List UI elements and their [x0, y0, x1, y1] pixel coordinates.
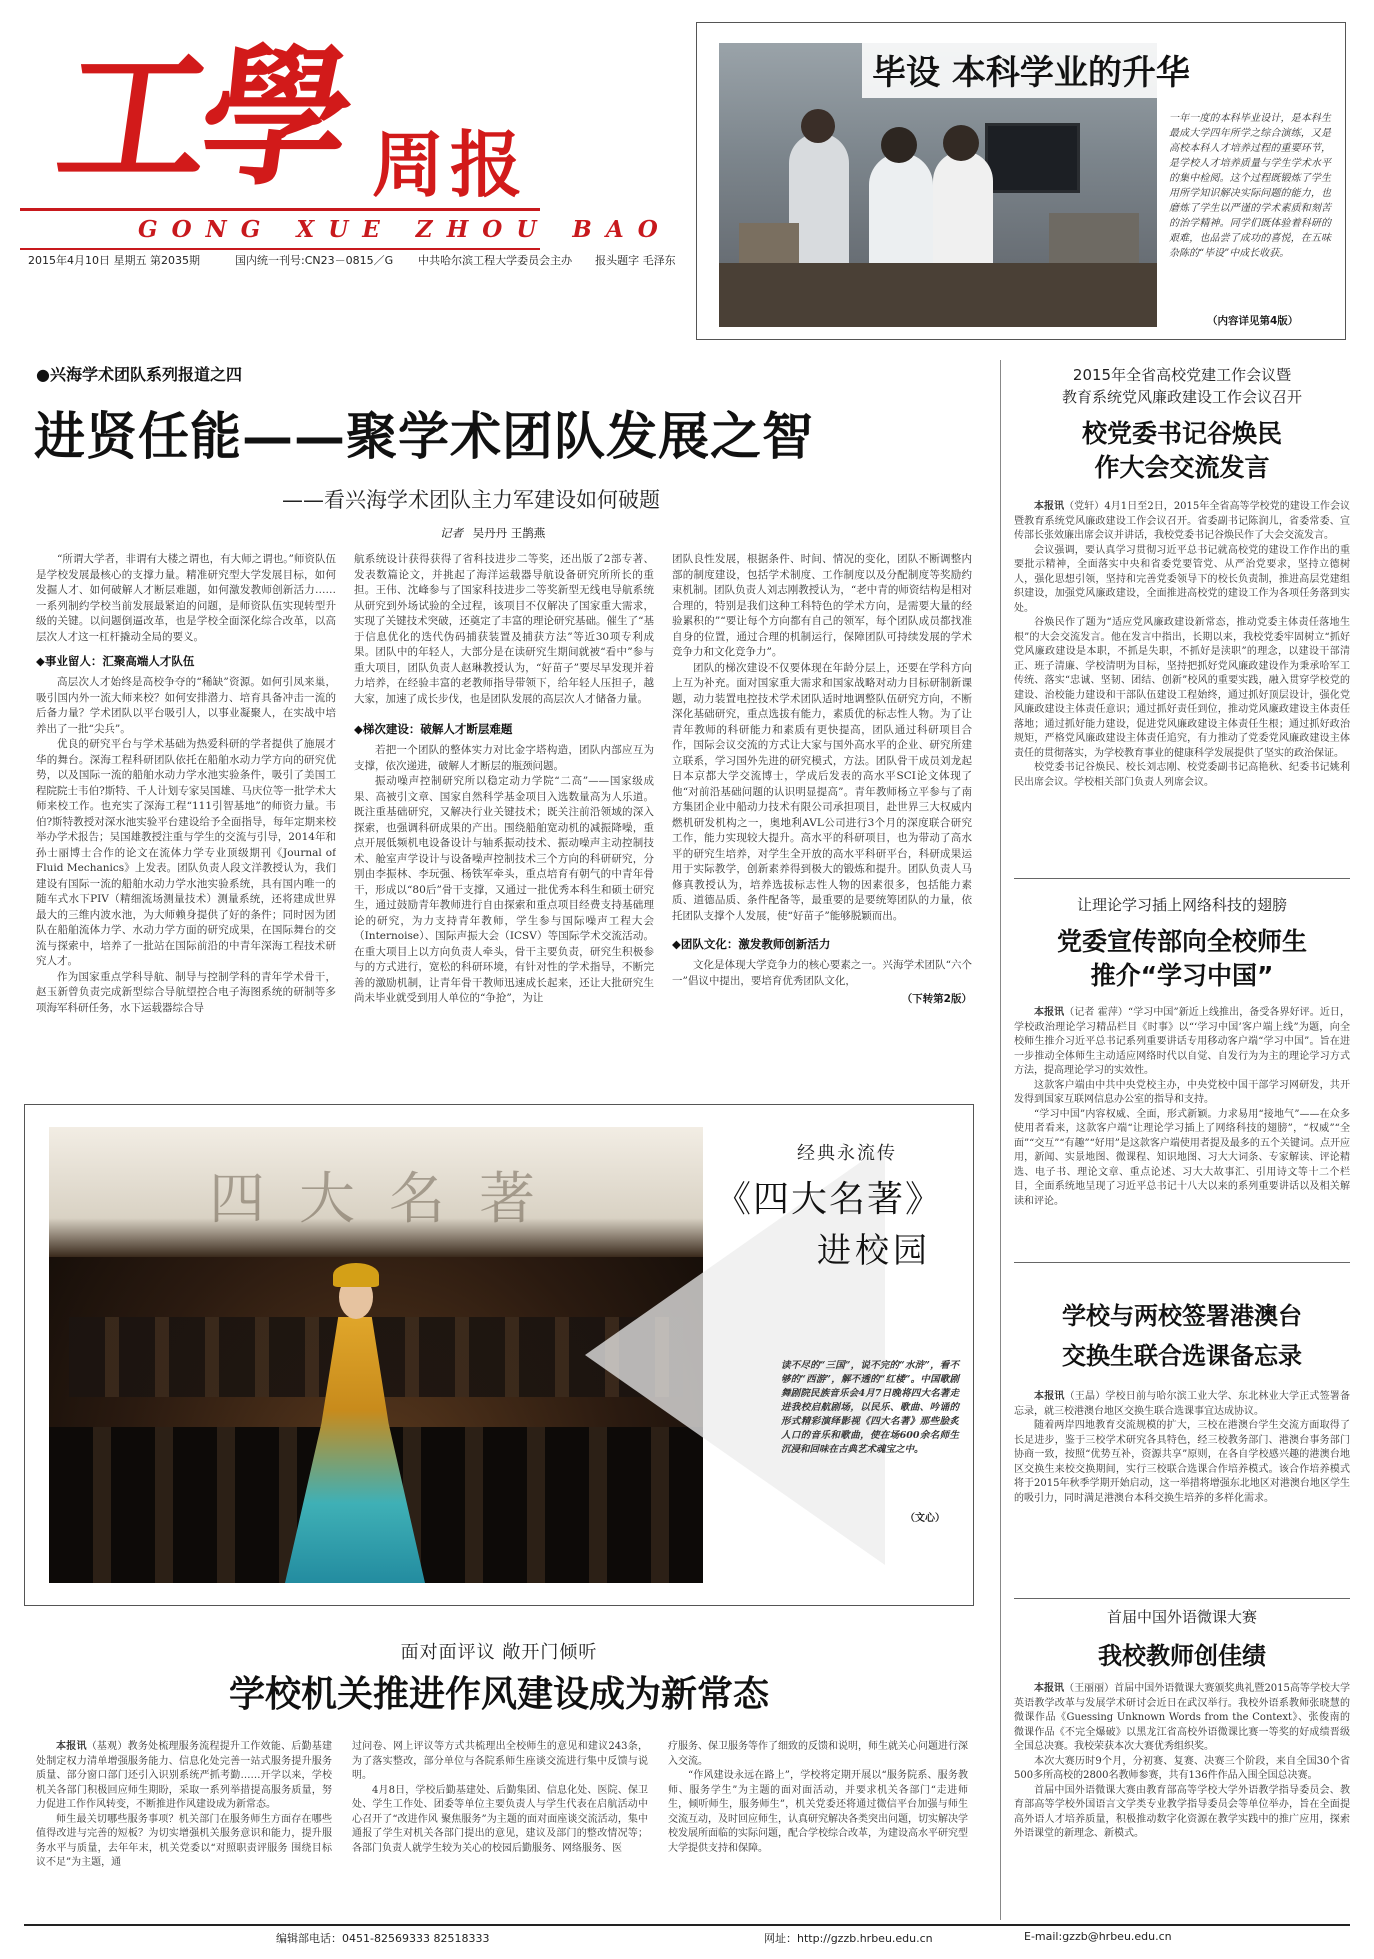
rs1-title-1: 校党委书记谷焕民: [1081, 419, 1282, 448]
bottom-c1-p1-text: （基观）教务处梳理服务流程提升工作效能、后勤基建处制定权力清单增强服务能力、信息化处完善一站式服务提升服务质量、部分窗口部门还引入识别系统严抓考勤……开学以来，学校机关各部门积极回应师生期盼，采取一系列举措提高服务质量，努力促进工作作风转变，不断推进作风建设成为新常态。: [36, 1741, 332, 1810]
rs2-lead: 本报讯: [1034, 1007, 1065, 1018]
masthead-zhoubao: 周报: [372, 123, 529, 207]
lead-c1-p3: 优良的研究平台与学术基础为热爱科研的学者提供了施展才华的舞台。深海工程科研团队依托在船舶水动力学方向的研究优势，以及国际一流的船舶水动力学水池实验条件，吸引了美国工程院院士韦伯?斯特、千人计划专家吴国雄、马庆位等一批学术大师来校工作。也充实了深海工程“111引智基地”的师资力量。韦伯?斯特教授对深水池实验平台建设给予全面指导，每年定期来校举办学术报告；吴国雄教授注重与学生的交流与引导，2014年和孙士丽博士合作的论文在流体力学专业顶级期刊《Journal of Fluid Mechanics》上发表。团队负责人段文洋教授认为，我们建设有国际一流的船舶水动力学水池实验系统，具有国内唯一的随车式水下PIV（精细流场测量技术）测量系统，还将建成世界最大的三维内波水池，为大师赖身提供了好的条件；同时因为团队在船舶流体力学、水动力学方面的研究成果，在国际舞台的交流与探索中，培养了一批站在国际前沿的中青年深海工程技术研究人才。: [36, 738, 336, 967]
lead-col-2: [354, 552, 654, 1044]
lead-c2-sub1: ◆梯次建设：破解人才断层难题: [354, 722, 513, 736]
rs1-bottom-rule: [1014, 878, 1350, 879]
lead-c1-p2: 高层次人才始终是高校争夺的“稀缺”资源。如何引凤来巢，吸引国内外一流大师来校？如何安排潜力、培育具备冲击一流的后备力量？学术团队以平台吸引人，以事业凝聚人，在实战中培养出了一批“尖兵”。: [36, 676, 336, 735]
footer-editor: 编辑部电话：0451-82569333 82518333: [276, 1932, 490, 1945]
rs2-title-1: 党委宣传部向全校师生: [1056, 927, 1307, 956]
lead-c3-sub1: ◆团队文化：激发教师创新活力: [672, 937, 831, 951]
rs4-kicker: 首届中国外语微课大赛: [1106, 1608, 1257, 1626]
masthead-red-rule-2: [20, 248, 540, 250]
bottom-c3-p2: “作风建设永远在路上”，学校将定期开展以“服务院系、服务教师、服务学生”为主题的面对面活动，并要求机关各部门“走进师生，倾听师生，服务师生”，机关党委还将通过微信平台加强与师生交流互动，及时回应师生，认真研究解决各类突出问题，切实解决学校发展所面临的实际问题，配合学校综合改革，为建设高水平研究型大学提供支持和保障。: [668, 1770, 968, 1854]
bottom-lead: 本报讯: [56, 1741, 87, 1752]
title-credit: 报头题字 毛泽东: [595, 254, 676, 267]
lead-c1-p4: 作为国家重点学科导航、制导与控制学科的青年学术骨干，赵玉新曾负责完成新型综合导航望控合电子海图系统的研制等多项海军科研任务，水下运载器综合导: [36, 970, 336, 1014]
feature-box: [696, 22, 1346, 340]
rs2-p2: 这款客户端由中共中央党校主办，中央党校中国干部学习网研发，共开发得到国家互联网信息办公室的指导和支持。: [1014, 1079, 1350, 1105]
rs1-body: [1014, 500, 1350, 872]
rs2-p1: [1014, 1006, 1350, 1079]
lead-c2-p3: 振动噪声控制研究所以稳定动力学院“二高”——国家级成果、高被引文章、国家自然科学基金项目入选数量高为人乐道。既注重基础研究，又解决行业关键技术；既关注前沿领域的深入探索，也强调科研成果的产出。围绕船舶宽动机的减振降噪，重点开展低频机电设备设计与轴系振动技术、振动噪声主动控制技术、舱室声学设计与设备噪声控制技术三个方向的科研研究，分别由李振林、李玩强、杨铁军牵头，重点培育有朝气的中青年骨干，形成以“80后”骨干支撑，又通过一批优秀本科生和硕士研究生，通过鼓励青年教师进行自由探索和重点项目经费支持基础理论的研究，为力支持青年教师，学生参与国际噪声工程大会（Internoise）、国际声振大会（ICSV）等国际学术交流活动。在重大项目上以方向负责人牵头，骨干主要负责，研究生积极参与的方式进行，宽松的科研环境，有针对性的学术指导，不断完善的激励机制，让青年骨干教师迅速成长起来，还让大批研究生尚未毕业就受到用人单位的“争抢”，为让: [354, 775, 654, 1004]
bottom-c3-p1: 疗服务、保卫服务等作了细致的反馈和说明，师生就关心问题进行深入交流。: [668, 1741, 968, 1767]
issn: 国内统一刊号:CN23－0815／G: [234, 254, 394, 267]
rs3-p1: [1014, 1390, 1350, 1419]
masthead-infobar: [28, 252, 676, 270]
lab-person-3-head: [943, 125, 979, 161]
feature-title: 毕设 本科学业的升华: [862, 41, 1342, 98]
bottom-headline: 学校机关推进作风建设成为新常态: [228, 1673, 769, 1715]
lab-bench: [719, 263, 1157, 327]
concert-title-sub: 进校园: [817, 1231, 931, 1271]
bottom-c2-p1: 过问卷、网上评议等方式共梳理出全校师生的意见和建议243条，为了落实整改，部分单位与各院系师生座谈交流进行集中反馈与说明。: [352, 1741, 648, 1781]
lead-col-1: [36, 552, 336, 1044]
lead-c1-sub1: ◆事业留人：汇聚高端人才队伍: [36, 654, 195, 668]
rs1-kicker-1: 2015年全省高校党建工作会议暨: [1072, 366, 1292, 384]
rs1-p2: 会议强调，要认真学习贯彻习近平总书记就高校党的建设工作作出的重要批示精神，全面落实中央和省委党要管党、从严治党要求，坚持立德树人，强化思想引领，坚持和完善党委领导下的校长负责制，推进高层党建组织建设，加强党风廉政建设，全面推进高校党的建设工作为各项任务落到实处。: [1014, 544, 1350, 614]
lab-equipment: [1049, 213, 1139, 263]
footer: [24, 1930, 1350, 1950]
rs1-p3: 谷焕民作了题为“适应党风廉政建设新常态，推动党委主体责任落地生根”的大会交流发言。他在发言中指出，长期以来，我校党委牢固树立“抓好党风廉政建设是本职，不抓是失职，不抓好是渎职”的理念，以建设干部清正、班子清廉、学校清明为目标，坚持把抓好党风廉政建设作为秉承哈军工传统、落实“忠诚、坚韧、团结、创新”校风的重要实践，融入贯穿学校党的建设、治校能力建设和干部队伍建设工程始终，通过抓好顶层设计，强化党风廉政建设主体责任意识；通过抓好责任到位，推动党风廉政建设主体责任落地；通过抓好能力建设，促进党风廉政建设主体责任生根；通过抓好政治规矩，严格党风廉政建设主体责任追究，有力推动了党委党风廉政建设主体责任的贯彻落实，为学校教育事业的健康科学发展提供了坚实的政治保证。: [1014, 617, 1350, 759]
rs2-body: [1014, 1006, 1350, 1256]
byline-names: 吴丹丹 王鹊燕: [472, 526, 546, 540]
bottom-c2-p2: 4月8日，学校后勤基建处、后勤集团、信息化处、医院、保卫处、学生工作处、团委等单位主要负责人与学生代表在启航活动中心召开了“改进作风 聚焦服务”为主题的面对面座谈交流活动，集中通报了学生对机关各部门提出的意见，建议及部门的整改情况等；各部门负责人就学生较为关心的校园后勤服务、网络服务、医: [352, 1784, 648, 1854]
rs3-p2: 随着两岸四地教育交流规模的扩大，三校在港澳台学生交流方面取得了长足进步，鉴于三校学术研究各具特色，经三校教务部门、港澳台事务部门协商一致，按照“优势互补，资源共享”原则，在各自学校感兴趣的港澳台地区交换生来校交换期间，实行三校联合选课合作培养模式。该合作培养模式将于2015年秋季学期开始启动，这一举措将增强东北地区对港澳台地区学生的吸引力，同时满足港澳台本科交换生培养的多样化需求。: [1014, 1420, 1350, 1504]
rs1-p4: 校党委书记谷焕民、校长刘志刚、校党委副书记高艳秋、纪委书记姚利民出席会议。学校相关部门负责人列席会议。: [1014, 762, 1350, 788]
bottom-col-2: [352, 1740, 648, 1918]
lead-c1-p1: “所谓大学者，非谓有大楼之谓也，有大师之谓也。”师资队伍是学校发展最核心的支撑力量。精准研究型大学发展目标，如何发掘人才、如何破解人才断层难题，如何激发教师创新活力……一系列制约学校当前发展最紧迫的问题，是师资队伍实现转型升级的关键。以问题倒逼改革，也是学校全面深化综合改革，以高层次人才这一杠杆撬动全局的要义。: [36, 553, 336, 643]
lead-headline: 进贤任能——聚学术团队发展之智: [34, 407, 815, 467]
concert-banner-text: 四大名著: [209, 1167, 569, 1232]
footer-email[interactable]: E-mail:gzzb@hrbeu.edu.cn: [1024, 1930, 1172, 1943]
issue-date: 2015年4月10日 星期五 第2035期: [28, 254, 200, 267]
concert-title: 《四大名著》: [715, 1179, 944, 1220]
rs3-title-1: 学校与两校签署港澳台: [1062, 1302, 1302, 1330]
feature-see-more: （内容详见第4版）: [1207, 315, 1299, 327]
rs2-title-2: 推介“学习中国”: [1090, 961, 1274, 990]
rs1-kicker-2: 教育系统党风廉政建设工作会议召开: [1061, 388, 1302, 406]
rs1-lead: 本报讯: [1034, 501, 1065, 512]
footer-url[interactable]: 网址：http://gzzb.hrbeu.edu.cn: [764, 1932, 933, 1945]
bottom-c1-p2: 师生最关切哪些服务事项？机关部门在服务师生方面存在哪些值得改进与完善的短板？为切实增强机关服务意识和能力，提升服务水平与质量，去年年末，机关党委以“对照职责评服务 围绕目标议不足”为主题，通: [36, 1813, 332, 1868]
concert-credit: （文心）: [905, 1513, 945, 1524]
bottom-col-3: [668, 1740, 968, 1918]
lead-continued: （下转第2版）: [901, 993, 972, 1005]
rs3-body: [1014, 1390, 1350, 1592]
rs4-body: [1014, 1682, 1350, 1918]
bottom-kicker: 面对面评议 敞开门倾听: [400, 1642, 598, 1663]
divider-right-column: [1000, 360, 1001, 1920]
feature-body: 一年一度的本科毕业设计，是本科生最成大学四年所学之综合演练，又是高校本科人才培养过程的重要环节，是学校人才培养质量与学生学术水平的集中检阅。这个过程既锻炼了学生用所学知识解决实际问题的能力，也磨炼了学生以严谨的学术素质和刻苦的治学精神。同学们既体验着科研的艰难，也品尝了成功的喜悦，在五味杂陈的“毕设”中成长收获。: [1169, 113, 1331, 259]
concert-body: 读不尽的“三国”，说不完的“水浒”，看不够的“西游”，解不透的“红楼”。中国歌剧舞剧院民族音乐会4月7日晚将四大名著走进我校启航剧场，以民乐、歌曲、吟诵的形式精彩演绎影视《四大名著》那些脍炙人口的音乐和歌曲，使在场600余名师生沉浸和回味在古典艺术魂宝之中。: [781, 1360, 959, 1455]
lead-c3-p1: 团队良性发展，根据条件、时间、情况的变化，团队不断调整内部的制度建设，包括学术制度、工作制度以及分配制度等奖励约束机制。团队负责人刘志刚教授认为，“老中青的师资结构是相对合理的，特别是我们这种工科特色的学术方向，是需要大量的经验累积的”“要让每个方向都有自己的领军，每个团队成员都找准自身的位置，通过合理的机制运行，保障团队可持续发展的学术竞争力和文化竞争力”。: [672, 553, 972, 658]
rs3-lead: 本报讯: [1034, 1391, 1065, 1402]
rs4-lead: 本报讯: [1034, 1683, 1065, 1694]
rs3-p1-text: （王晶）学校日前与哈尔滨工业大学、东北林业大学正式签署备忘录，就三校港澳台地区交换生联合选课事宜达成协议。: [1014, 1391, 1350, 1417]
rs4-p2: 本次大赛历时9个月，分初赛、复赛、决赛三个阶段，来自全国30个省500多所高校的2800名教师参赛，共有136件作品入围全国总决赛。: [1014, 1755, 1350, 1781]
rs4-title: 我校教师创佳绩: [1098, 1642, 1266, 1670]
masthead-pinyin: GONG XUE ZHOU BAO: [138, 216, 672, 243]
lab-person-1-head: [801, 109, 835, 143]
rs2-kicker: 让理论学习插上网络科技的翅膀: [1076, 896, 1287, 914]
bottom-c1-p1: [36, 1740, 332, 1813]
masthead-red-rule: [20, 208, 540, 211]
lab-person-2-head: [881, 127, 917, 163]
rs4-p1-text: （王丽丽）首届中国外语微课大赛颁奖典礼暨2015高等学校大学英语教学改革与发展学术研讨会近日在武汉举行。我校外语系教师张晓慧的微课作品《Guessing Unknown Words from the Context》、张俊南的微课作品《不完全爆破》以黑龙江省高校外语微课比赛一等奖的好成绩晋级全国总决赛。我校荣获本次大赛优秀组织奖。: [1014, 1683, 1350, 1752]
rs2-p1-text: （记者 霍萍）“学习中国”新近上线推出，备受各界好评。近日，学校政治理论学习精品栏目《时事》以“‘学习中国’客户端上线”为题，向全校师生推介习近平总书记系列重要讲话专用移动客户端“学习中国”。旨在进一步推动全体师生主动适应网络时代以自觉、自发行为为主的理论学习方式方法，提高理论学习的实效性。: [1014, 1007, 1350, 1076]
rs4-p3: 首届中国外语微课大赛由教育部高等学校大学外语教学指导委员会、教育部高等学校外国语言文学类专业教学指导委员会等单位举办，旨在全面提高外语人才培养质量，积极推动数字化资源在教学实践中的推广应用，探索外语课堂的新理念、新模式。: [1014, 1784, 1350, 1839]
lead-c3-p3: 文化是体现大学竞争力的核心要素之一。兴海学术团队“六个一”倡议中提出，要培育优秀团队文化，: [672, 959, 972, 987]
rs4-p1: [1014, 1682, 1350, 1755]
byline-label: 记者: [440, 526, 463, 540]
lead-c2-p1: 航系统设计获得获得了省科技进步二等奖，还出版了2部专著、发表数篇论文，并挑起了海洋运载器导航设备研究所所长的重担。王伟、沈峰参与了国家科技进步二等奖新型无线电导航系统从研究到外场试验的全过程，该项目不仅解决了国家重大需求，实现了关键技术突破，还奠定了丰富的理论研究基础。催生了“基于信息优化的迭代伪码捕获装置及捕获方法”等近30项专利成果。团队中的年轻人，大部分是在读研究生期间就被“看中”参与重大项目，团队负责人赵琳教授认为，“好苗子”要尽早发现并着力培养，在经验丰富的老教师指导带领下，给年轻人压担子，越大家，加速了成长步伐，也是团队发展的高层次人才储备力量。: [354, 553, 654, 705]
lead-byline: [440, 525, 545, 541]
rs2-p3: “学习中国”内容权威、全面，形式新颖。力求易用“接地气”——在众多使用者看来，这款客户端“让理论学习插上了网络科技的翅膀”，“权威”“全面”“交互”“有趣”“好用”是这款客户端使用者提及最多的五个关键词。点开应用，新闻、实景地图、微课程、知识地图、习大大词条、专家解读、评论精选、电子书、理论文章、重点论述、习大大故事汇、引用诗文等十二个栏目，全面系统地呈现了习近平总书记十八大以来的系列重要讲话以及相关解读和评论。: [1014, 1108, 1350, 1207]
lead-kicker: ●兴海学术团队系列报道之四: [36, 365, 242, 384]
singer-headdress: [333, 1263, 379, 1287]
lab-equipment-2: [739, 223, 799, 263]
rs2-bottom-rule: [1014, 1262, 1350, 1263]
lead-c3-p2: 团队的梯次建设不仅要体现在年龄分层上，还要在学科方向上互为补充。面对国家重大需求和国家战略对动力目标研制新课题，动力装置电控技术学术团队适时地调整队伍研究方向，不断深化基础研究，重点选拔有能力，素质优的标志性人物。为了让青年教师的科研能力和素质有更快提高，团队通过科研项目合作，国际会议交流的方式让大家与国外高水平的企业、研究所建立联系，学习国外先进的研究模式，方法。团队骨干成员刘龙起日本京都大学交流博士，学成后发表的高水平SCI论文体现了他“对前沿基础问题的认识明显提高”。青年教师杨立平参与了南方集团企业中船动力技术有限公司承担项目，赴世界三大权威内燃机研发机构之一，奥地利AVL公司进行3个月的深度联合研究工作，能力实现较大提升。高水平的科研项目，也为带动了高水平的研究生培养，对学生全开放的高水平科研平台，科研成果运用于实际教学，创新素养得到极大的锻炼和提升。团队负责人马修真教授认为，培养选拔标志性人物的因素很多，包括能力素质、道德品质、条件配备等，最重要的是要统筹团队的力量，依托团队支撑个人发展，使“好苗子”能够脱颖而出。: [672, 661, 972, 922]
rs3-bottom-rule: [1014, 1598, 1350, 1599]
rs3-title-2: 交换生联合选课备忘录: [1062, 1342, 1302, 1370]
lab-monitor: [985, 123, 1080, 193]
concert-kicker: 经典永流传: [797, 1143, 897, 1164]
lead-subhead: ——看兴海学术团队主力军建设如何破题: [282, 488, 660, 512]
footer-rule: [24, 1924, 1350, 1926]
rs1-title-2: 作大会交流发言: [1094, 453, 1270, 482]
rs1-p1: [1014, 500, 1350, 544]
masthead-logo: 工學: [47, 30, 357, 206]
bottom-col-1: [36, 1740, 332, 1918]
sponsor: 中共哈尔滨工程大学委员会主办: [418, 254, 573, 267]
rs1-p1-text: （党轩）4月1日至2日，2015年全省高等学校党的建设工作会议暨教育系统党风廉政建设工作会议召开。省委副书记陈润儿，省委常委、宣传部长张效廉出席会议并讲话，我校党委书记谷焕民作了大会交流发言。: [1014, 501, 1350, 541]
lead-c2-p2: 若把一个团队的整体实力对比金字塔构造，团队内部应互为支撑，依次递进，破解人才断层的瓶颈问题。: [354, 744, 654, 772]
concert-box: [24, 1104, 974, 1606]
lead-col-3: [672, 552, 972, 1044]
